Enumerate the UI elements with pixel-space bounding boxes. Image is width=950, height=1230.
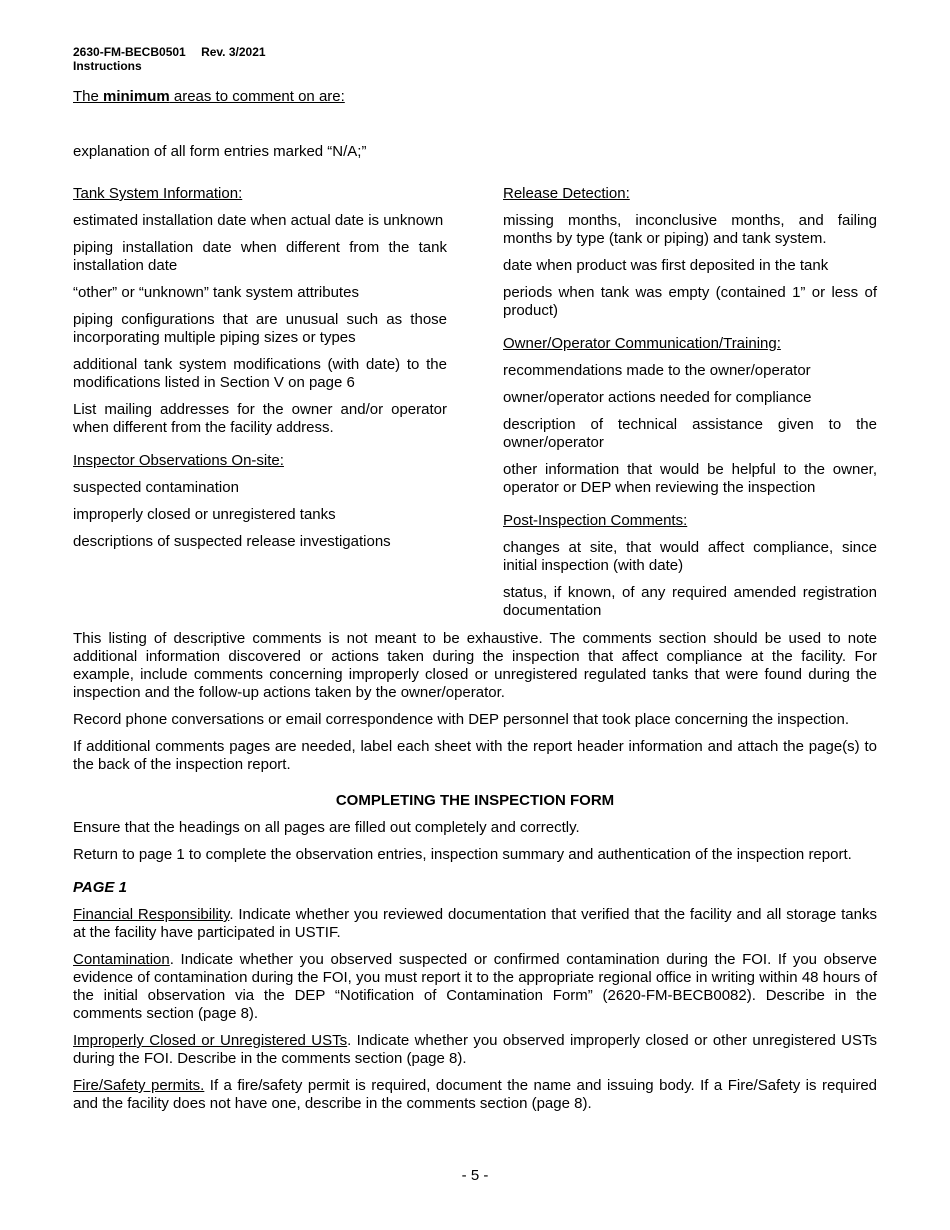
page-number: - 5 - (461, 1167, 489, 1184)
list-item: piping configurations that are unusual such as those incorporating multiple piping sizes or types (73, 311, 447, 346)
inspector-observations-heading: Inspector Observations On-site: (73, 452, 284, 469)
list-item: recommendations made to the owner/operator (503, 362, 811, 379)
fire-safety-item (73, 1077, 877, 1113)
page-1-label: PAGE 1 (73, 879, 127, 896)
term: Contamination (73, 951, 170, 968)
completing-heading: COMPLETING THE INSPECTION FORM (335, 792, 615, 809)
term-description: . Indicate whether you reviewed documentation that verified that the facility and all storage tanks at the facility have participated in USTIF. (73, 906, 877, 941)
left-column (73, 170, 447, 560)
intro-bold: minimum (103, 88, 170, 105)
list-item: improperly closed or unregistered tanks (73, 506, 336, 523)
paragraph: Record phone conversations or email correspondence with DEP personnel that took place concerning the inspection. (73, 711, 850, 728)
paragraph: This listing of descriptive comments is not meant to be exhaustive. The comments section should be used to note additional information discovered or actions taken during the inspection that affect compliance at the facility. For example, include comments concerning improperly closed or unregistered regulated tanks that were found during the inspection and the follow-up actions taken by the owner/operator. (73, 630, 877, 701)
intro-suffix: areas to comment on are: (169, 88, 345, 105)
list-item: additional tank system modifications (with date) to the modifications listed in Section V on page 6 (73, 356, 447, 391)
list-item: date when product was first deposited in the tank (503, 257, 829, 274)
intro-line (73, 88, 345, 106)
list-item: description of technical assistance given to the owner/operator (503, 416, 877, 451)
list-item: descriptions of suspected release investigations (73, 533, 391, 550)
intro-prefix: The (73, 88, 104, 105)
revision: Rev. 3/2021 (201, 45, 266, 59)
term: Improperly Closed or Unregistered USTs (73, 1032, 348, 1049)
term: Financial Responsibility (73, 906, 230, 923)
list-item: piping installation date when different from the tank installation date (73, 239, 447, 274)
document-header (73, 45, 266, 73)
improperly-closed-item (73, 1032, 877, 1068)
list-item: periods when tank was empty (contained 1” or less of product) (503, 284, 877, 319)
owner-communication-heading: Owner/Operator Communication/Training: (503, 335, 781, 352)
term-description: If a fire/safety permit is required, document the name and issuing body. If a Fire/Safety is required and the facility does not have one, describe in the comments section (page 8). (73, 1077, 877, 1112)
list-item: estimated installation date when actual date is unknown (73, 212, 444, 229)
list-item: other information that would be helpful to the owner, operator or DEP when reviewing the inspection (503, 461, 877, 496)
financial-responsibility-item (73, 906, 877, 942)
tank-system-heading: Tank System Information: (73, 185, 243, 202)
list-item: status, if known, of any required amended registration documentation (503, 584, 877, 619)
contamination-item (73, 951, 877, 1023)
release-detection-heading: Release Detection: (503, 185, 630, 202)
list-item: missing months, inconclusive months, and failing months by type (tank or piping) and tank system. (503, 212, 877, 247)
main-body (73, 630, 877, 1122)
na-entry: explanation of all form entries marked “N/A;” (73, 143, 367, 160)
paragraph: Return to page 1 to complete the observation entries, inspection summary and authentication of the inspection report. (73, 846, 852, 863)
list-item: List mailing addresses for the owner and/or operator when different from the facility address. (73, 401, 447, 436)
term: Fire/Safety permits. (73, 1077, 205, 1094)
term-description: . Indicate whether you observed suspected or confirmed contamination during the FOI. If you observe evidence of contamination during the FOI, you must report it to the appropriate regional office in writing within 48 hours of the initial observation via the DEP “Notification of Contamination Form” (2620-FM-BECB0082). Describe in the comments section (page 8). (73, 951, 877, 1022)
post-inspection-heading: Post-Inspection Comments: (503, 512, 688, 529)
right-column (503, 170, 877, 629)
list-item: owner/operator actions needed for compliance (503, 389, 812, 406)
paragraph: Ensure that the headings on all pages are filled out completely and correctly. (73, 819, 580, 836)
list-item: “other” or “unknown” tank system attributes (73, 284, 359, 301)
form-id: 2630-FM-BECB0501 (73, 45, 186, 59)
list-item: changes at site, that would affect compliance, since initial inspection (with date) (503, 539, 877, 574)
paragraph: If additional comments pages are needed, label each sheet with the report header information and attach the page(s) to the back of the inspection report. (73, 738, 877, 773)
section-label: Instructions (73, 59, 142, 73)
list-item: suspected contamination (73, 479, 239, 496)
term-description: . Indicate whether you observed improperly closed or other unregistered USTs during the FOI. Describe in the comments section (page 8). (73, 1032, 877, 1067)
